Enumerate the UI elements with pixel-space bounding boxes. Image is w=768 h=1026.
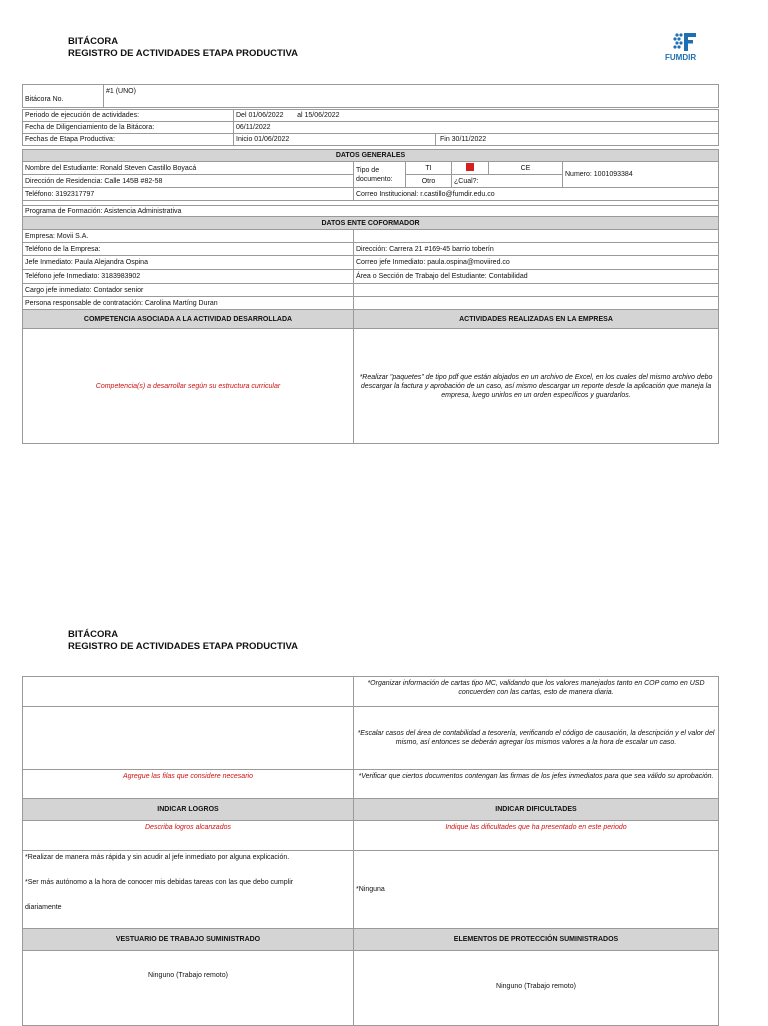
responsable-blank bbox=[354, 297, 719, 310]
logro-2-cont: diariamente bbox=[25, 904, 62, 911]
title-bitacora: BITÁCORA bbox=[68, 36, 119, 47]
datos-generales-header: DATOS GENERALES bbox=[23, 150, 719, 162]
periodo-table bbox=[22, 109, 719, 146]
title-registro: REGISTRO DE ACTIVIDADES ETAPA PRODUCTIVA bbox=[68, 48, 298, 59]
direccion-residencia: Dirección de Residencia: Calle 145B #82-58 bbox=[23, 175, 354, 188]
datos-ente-header: DATOS ENTE COFORMADOR bbox=[23, 217, 719, 230]
page2-table bbox=[22, 676, 719, 1026]
correo-jefe: Correo jefe Inmediato: paula.ospina@moviired.co bbox=[354, 256, 719, 270]
periodo-label: Periodo de ejecución de actividades: bbox=[23, 110, 234, 122]
telefono-empresa: Teléfono de la Empresa: bbox=[23, 243, 354, 256]
competencia-blank-2 bbox=[23, 707, 354, 770]
logros-header: INDICAR LOGROS bbox=[23, 799, 354, 821]
page-title-2 bbox=[68, 629, 298, 653]
ti-marked-icon bbox=[466, 163, 474, 171]
vestuario-header: VESTUARIO DE TRABAJO SUMINISTRADO bbox=[23, 929, 354, 951]
agregar-filas-hint: Agregue las filas que considere necesario bbox=[23, 770, 354, 799]
dificultades-hint: Indique las dificultades que ha presentado en este periodo bbox=[354, 821, 719, 851]
periodo-dates bbox=[234, 110, 719, 122]
competencia-blank-1 bbox=[23, 677, 354, 707]
bitacora-label: Bitácora No. bbox=[23, 85, 104, 108]
proteccion-header: ELEMENTOS DE PROTECCIÓN SUMINISTRADOS bbox=[354, 929, 719, 951]
telefono-estudiante: Teléfono: 3192317797 bbox=[23, 188, 354, 201]
periodo-al: al 15/06/2022 bbox=[297, 112, 340, 119]
fecha-diligenciamiento-label: Fecha de Diligenciamiento de la Bitácora: bbox=[23, 122, 234, 134]
nombre-estudiante: Nombre del Estudiante: Ronald Steven Castillo Boyacá bbox=[23, 162, 354, 175]
logro-1: *Realizar de manera más rápida y sin acudir al jefe inmediato por alguna explicación. bbox=[25, 854, 290, 861]
fecha-inicio: Inicio 01/06/2022 bbox=[234, 134, 436, 146]
actividad-2: *Organizar información de cartas tipo MC, validando que los valores manejados tanto en COP como en USD concuerden con las cartas, esto de manera diaria. bbox=[354, 677, 719, 707]
empresa: Empresa: Movii S.A. bbox=[23, 230, 354, 243]
periodo-del: Del 01/06/2022 bbox=[236, 112, 284, 119]
cargo-jefe: Cargo jefe inmediato: Contador senior bbox=[23, 284, 354, 297]
tipo-documento-label: Tipo de documento: bbox=[354, 162, 406, 188]
bitacora-value: #1 (UNO) bbox=[104, 85, 719, 108]
page-title-1 bbox=[68, 36, 298, 60]
actividad-1: *Realizar "paquetes" de tipo pdf que están alojados en un archivo de Excel, en los cuales del mismo archivo debo descargar la factura y aprobación de un caso, así mismo descargar un reporte desde la aplicación que maneja la empresa, luego unirlos en un orden específicos y guardarlos. bbox=[354, 329, 719, 444]
area-trabajo: Área o Sección de Trabajo del Estudiante: Contabilidad bbox=[354, 270, 719, 284]
actividades-header: ACTIVIDADES REALIZADAS EN LA EMPRESA bbox=[354, 310, 719, 329]
ce-label: CE bbox=[489, 162, 563, 175]
title-registro-2: REGISTRO DE ACTIVIDADES ETAPA PRODUCTIVA bbox=[68, 641, 298, 652]
fecha-fin: Fin 30/11/2022 bbox=[436, 134, 719, 146]
bitacora-number-table bbox=[22, 84, 719, 108]
logro-2: *Ser más autónomo a la hora de conocer mis debidas tareas con las que debo cumplir bbox=[25, 879, 294, 886]
actividad-3: *Escalar casos del área de contabilidad a tesorería, verificando el código de causación, la descripción y el valor del mismo, así entonces se deberán agregar los mismos valores a la hora de escalar un caso. bbox=[354, 707, 719, 770]
numero-documento: Numero: 1001093384 bbox=[563, 162, 719, 188]
competencia-hint: Competencia(s) a desarrollar según su estructura curricular bbox=[23, 329, 354, 444]
correo-institucional: Correo Institucional: r.castillo@fumdir.edu.co bbox=[354, 188, 719, 201]
actividad-4: *Verificar que ciertos documentos contengan las firmas de los jefes inmediatos para que sea válido su aprobación. bbox=[354, 770, 719, 799]
fechas-etapa-label: Fechas de Etapa Productiva: bbox=[23, 134, 234, 146]
programa-formacion: Programa de Formación: Asistencia Administrativa bbox=[23, 206, 719, 218]
logros-hint: Describa logros alcanzados bbox=[23, 821, 354, 851]
fumdir-logo bbox=[664, 31, 704, 67]
proteccion-value: Ninguno (Trabajo remoto) bbox=[354, 951, 719, 1026]
logros-content bbox=[23, 851, 354, 929]
jefe-inmediato: Jefe Inmediato: Paula Alejandra Ospina bbox=[23, 256, 354, 270]
vestuario-value: Ninguno (Trabajo remoto) bbox=[23, 951, 354, 1026]
cargo-blank bbox=[354, 284, 719, 297]
competencia-header: COMPETENCIA ASOCIADA A LA ACTIVIDAD DESARROLLADA bbox=[23, 310, 354, 329]
logo-text: FUMDIR bbox=[665, 53, 697, 62]
dificultad-1: *Ninguna bbox=[354, 851, 719, 929]
fecha-diligenciamiento-value: 06/11/2022 bbox=[234, 122, 719, 134]
empresa-blank bbox=[354, 230, 719, 243]
telefono-jefe: Teléfono jefe Inmediato: 3183983902 bbox=[23, 270, 354, 284]
ti-checkbox bbox=[452, 162, 489, 175]
otro-label: Otro bbox=[406, 175, 452, 188]
datos-generales-table bbox=[22, 149, 719, 222]
datos-ente-table bbox=[22, 216, 719, 444]
ti-label: TI bbox=[406, 162, 452, 175]
title-bitacora-2: BITÁCORA bbox=[68, 629, 119, 640]
persona-responsable: Persona responsable de contratación: Carolina Martíng Duran bbox=[23, 297, 354, 310]
cual-label: ¿Cual?: bbox=[452, 175, 563, 188]
dificultades-header: INDICAR DIFICULTADES bbox=[354, 799, 719, 821]
direccion-empresa: Dirección: Carrera 21 #169-45 barrio toberín bbox=[354, 243, 719, 256]
